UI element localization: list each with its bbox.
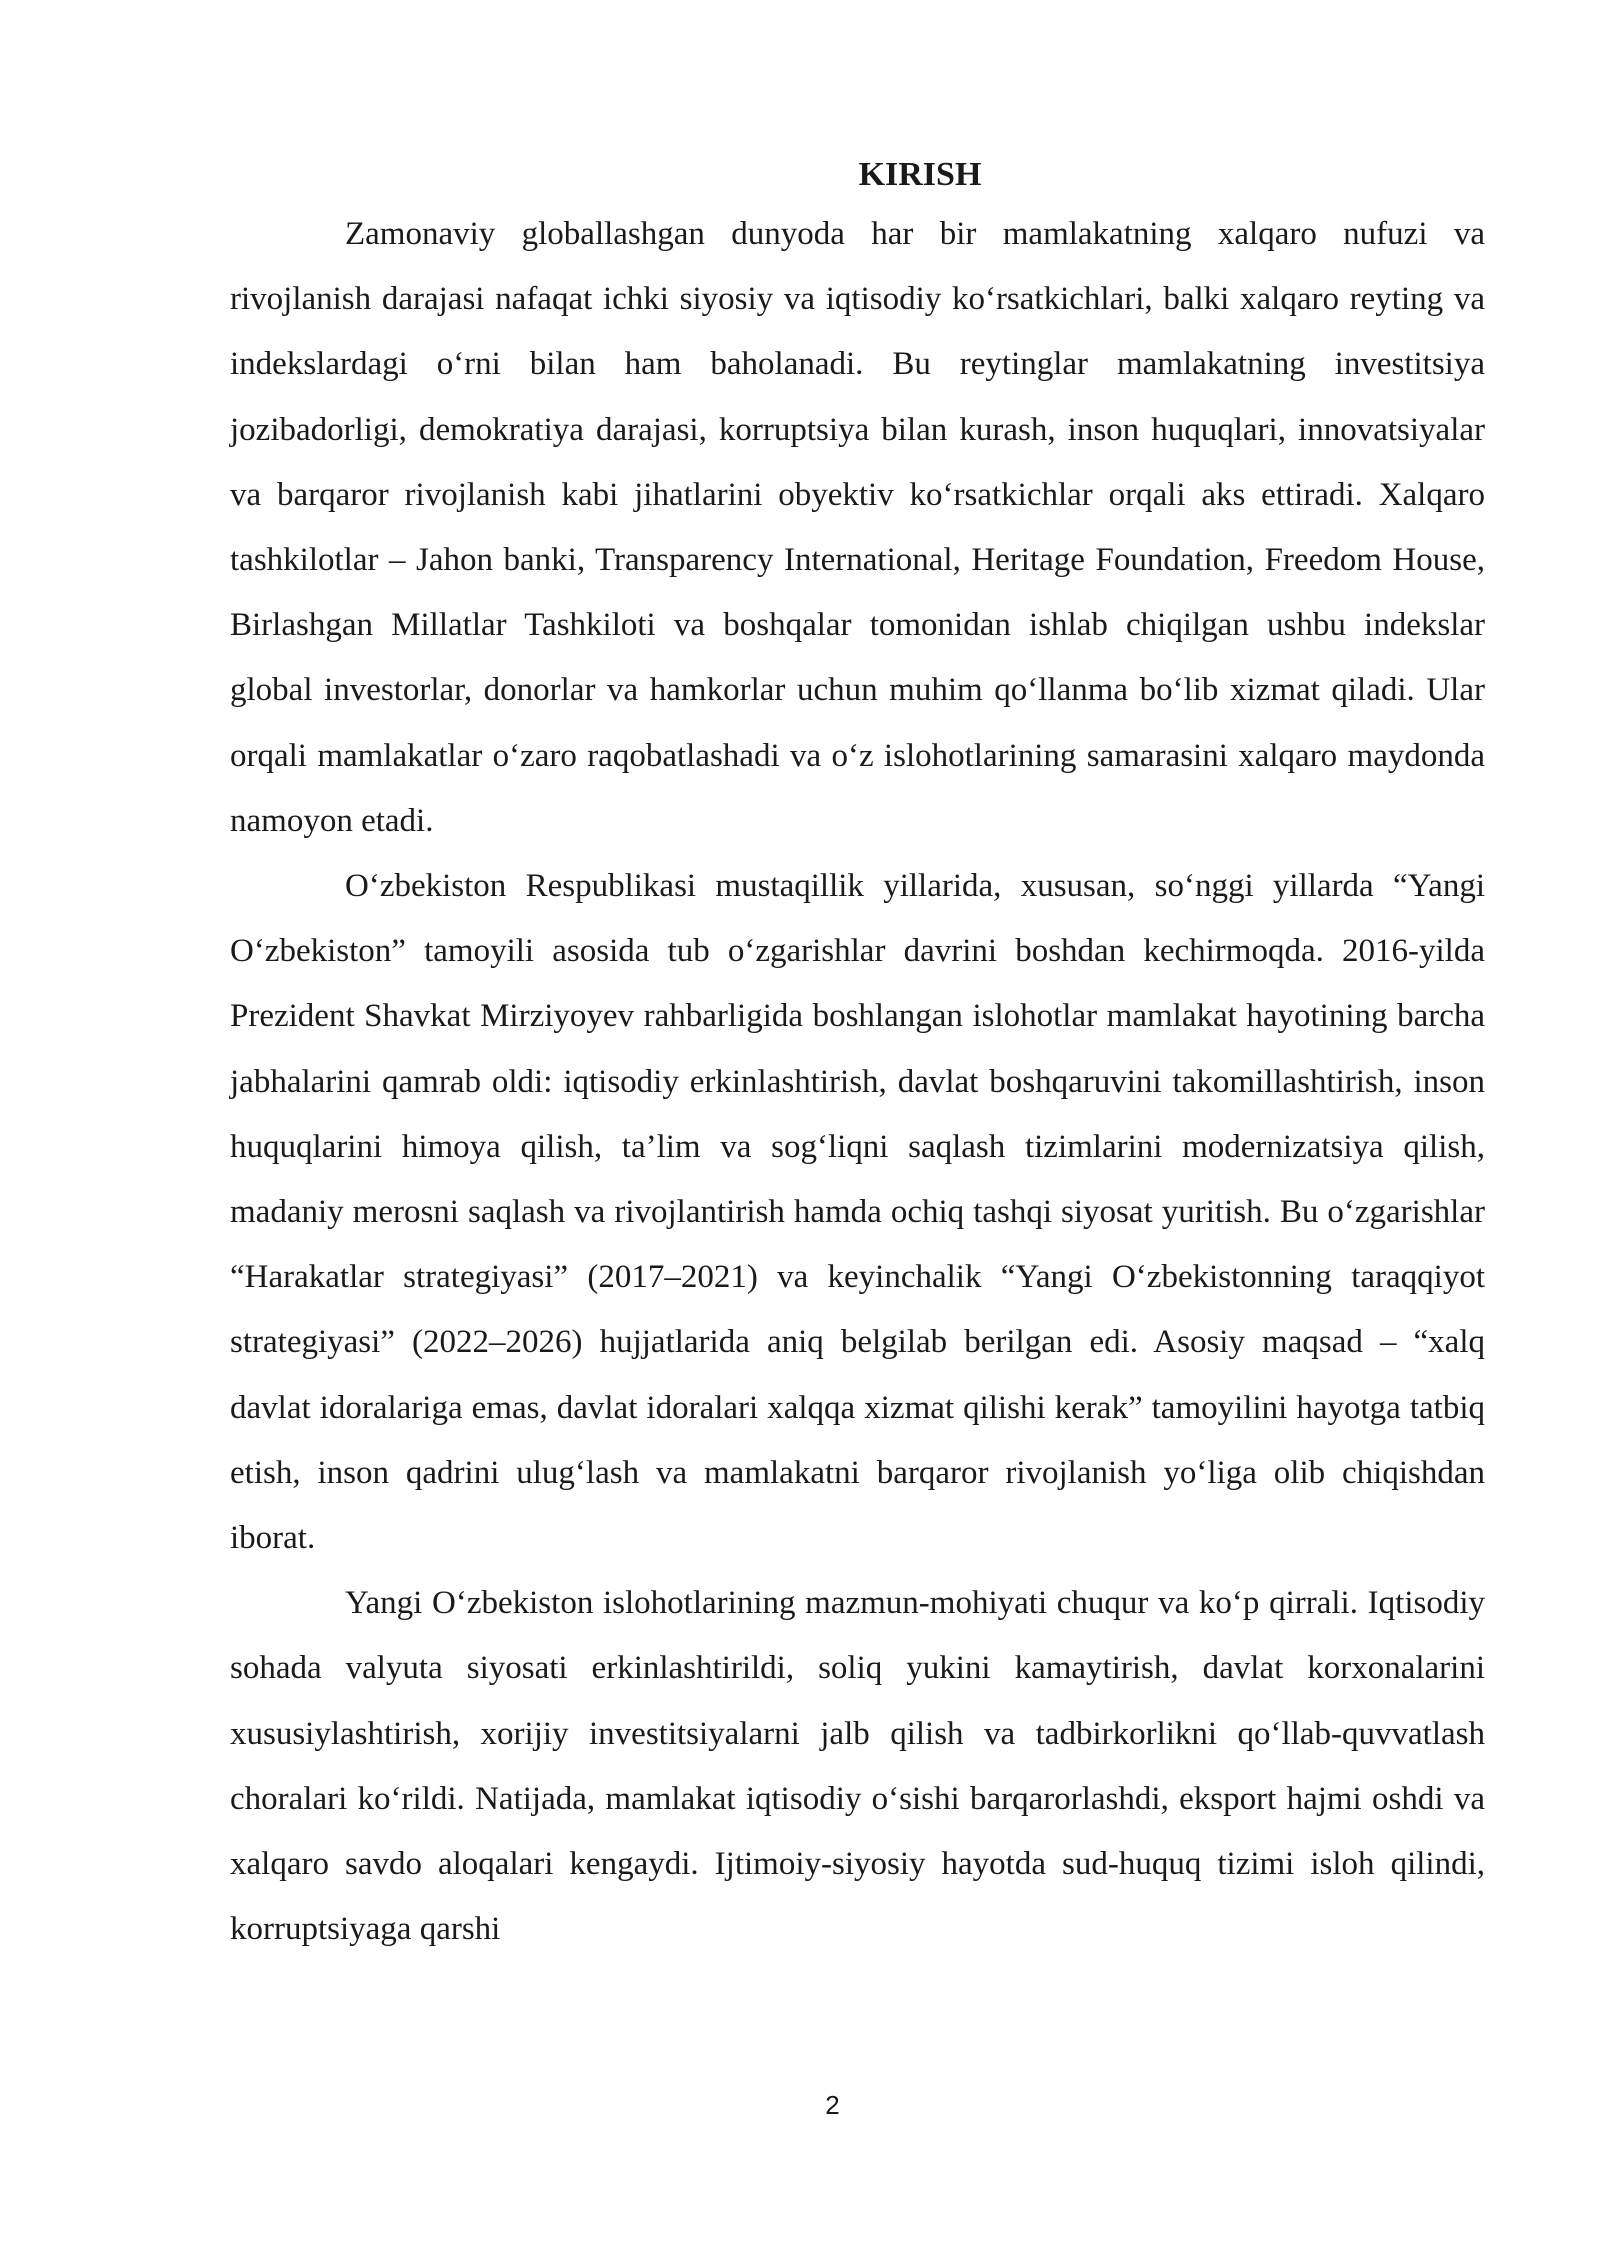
page-content xyxy=(230,150,1485,1962)
page-number: 2 xyxy=(825,2090,840,2120)
paragraph-2: O‘zbekiston Respublikasi mustaqillik yillarida, xususan, so‘nggi yillarda “Yangi O‘zbekiston” tamoyili asosida tub o‘zgarishlar davrini boshdan kechirmoqda. 2016-yilda Prezident Shavkat Mirziyoyev rahbarligida boshlangan islohotlar mamlakat hayotining barcha jabhalarini qamrab oldi: iqtisodiy erkinlashtirish, davlat boshqaruvini takomillashtirish, inson huquqlarini himoya qilish, ta’lim va sog‘liqni saqlash tizimlarini modernizatsiya qilish, madaniy merosni saqlash va rivojlantirish hamda ochiq tashqi siyosat yuritish. Bu o‘zgarishlar “Harakatlar strategiyasi” (2017–2021) va keyinchalik “Yangi O‘zbekistonning taraqqiyot strategiyasi” (2022–2026) hujjatlarida aniq belgilab berilgan edi. Asosiy maqsad – “xalq davlat idoralariga emas, davlat idoralari xalqqa xizmat qilishi kerak” tamoyilini hayotga tatbiq etish, inson qadrini ulug‘lash va mamlakatni barqaror rivojlanish yo‘liga olib chiqishdan iborat. xyxy=(230,868,1485,1557)
paragraph-1: Zamonaviy globallashgan dunyoda har bir mamlakatning xalqaro nufuzi va rivojlanish darajasi nafaqat ichki siyosiy va iqtisodiy ko‘rsatkichlari, balki xalqaro reyting va indekslardagi o‘rni bilan ham baholanadi. Bu reytinglar mamlakatning investitsiya jozibadorligi, demokratiya darajasi, korruptsiya bilan kurash, inson huquqlari, innovatsiyalar va barqaror rivojlanish kabi jihatlarini obyektiv ko‘rsatkichlar orqali aks ettiradi. Xalqaro tashkilotlar – Jahon banki, Transparency International, Heritage Foundation, Freedom House, Birlashgan Millatlar Tashkiloti va boshqalar tomonidan ishlab chiqilgan ushbu indekslar global investorlar, donorlar va hamkorlar uchun muhim qo‘llanma bo‘lib xizmat qiladi. Ular orqali mamlakatlar o‘zaro raqobatlashadi va o‘z islohotlarining samarasini xalqaro maydonda namoyon etadi. xyxy=(230,216,1485,839)
section-heading: KIRISH xyxy=(858,156,982,193)
paragraph-3: Yangi O‘zbekiston islohotlarining mazmun-mohiyati chuqur va ko‘p qirrali. Iqtisodiy sohada valyuta siyosati erkinlashtirildi, soliq yukini kamaytirish, davlat korxonalarini xususiylashtirish, xorijiy investitsiyalarni jalb qilish va tadbirkorlikni qo‘llab-quvvatlash choralari ko‘rildi. Natijada, mamlakat iqtisodiy o‘sishi barqarorlashdi, eksport hajmi oshdi va xalqaro savdo aloqalari kengaydi. Ijtimoiy-siyosiy hayotda sud-huquq tizimi isloh qilindi, korruptsiyaga qarshi xyxy=(230,1585,1485,1948)
